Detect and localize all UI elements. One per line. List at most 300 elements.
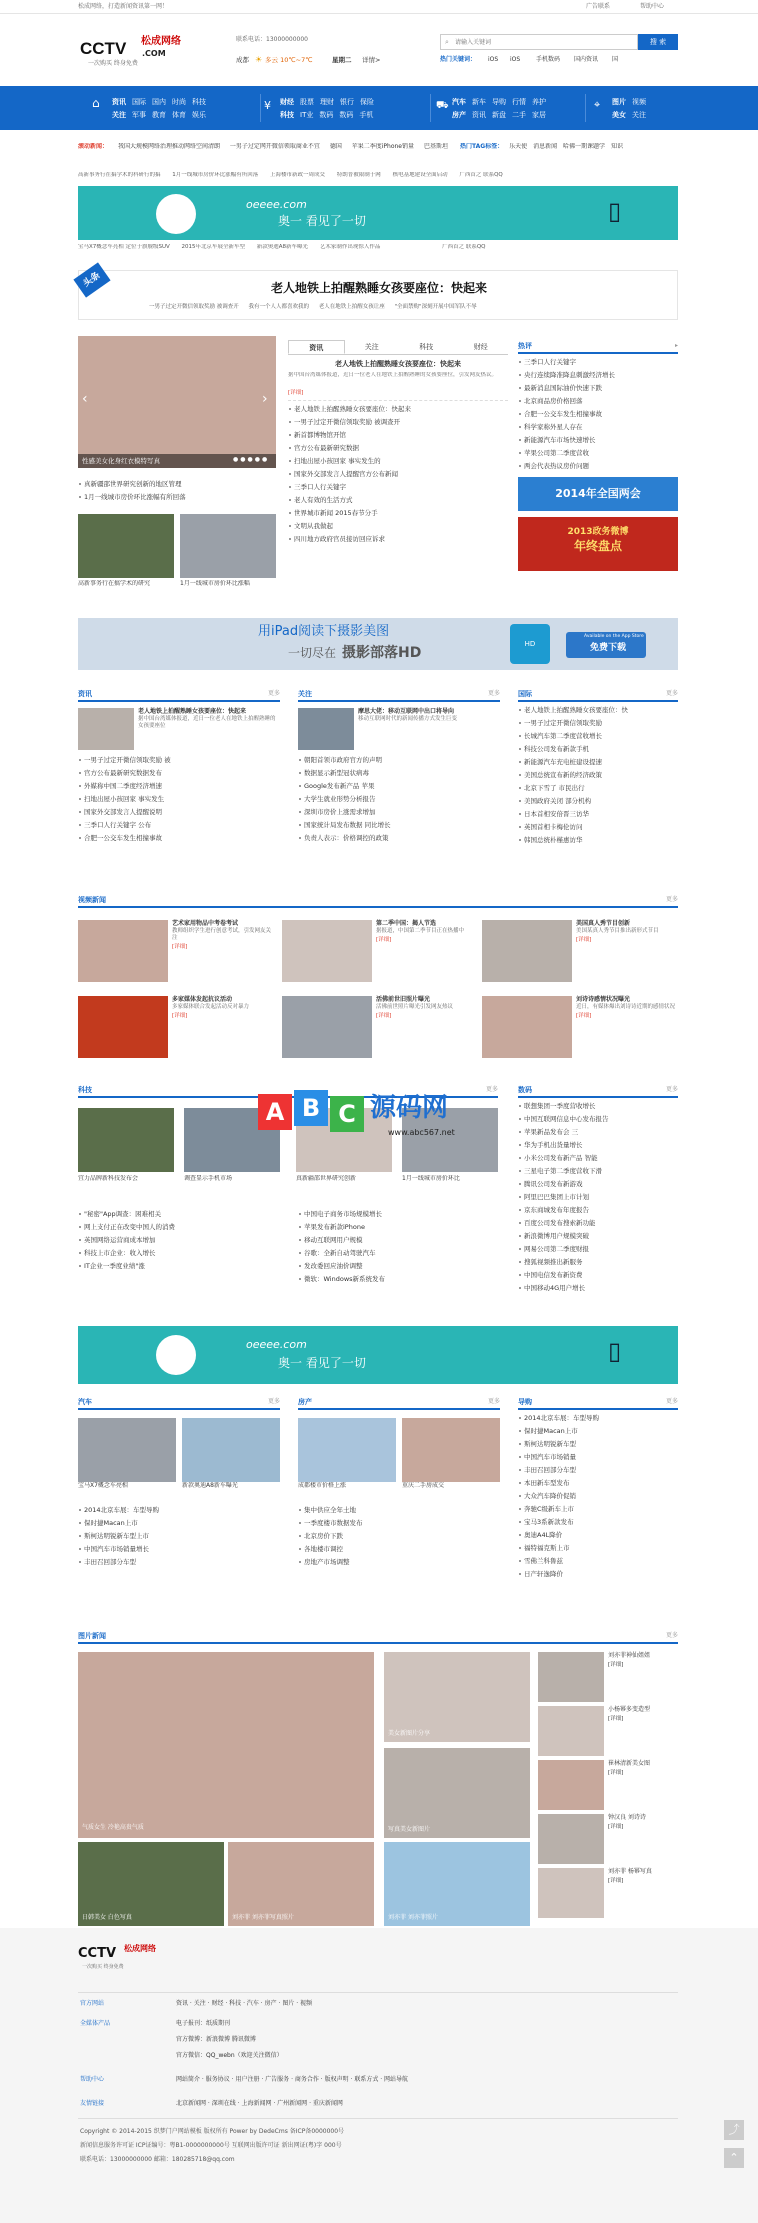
tab-finance[interactable]: 财经: [473, 343, 488, 351]
photo-side-item[interactable]: 小杨幂多变造型 [详细]: [538, 1706, 678, 1758]
list-item[interactable]: 保时捷Macan上市: [518, 1425, 678, 1438]
share-icon[interactable]: ⤴: [724, 2120, 744, 2140]
nav-item[interactable]: 国际: [132, 98, 146, 106]
list-item[interactable]: Google发布新产品 苹果: [298, 780, 500, 793]
list-item[interactable]: 网上支付正在改变中国人的消费: [78, 1221, 278, 1234]
hot-keyword[interactable]: iOS: [488, 56, 499, 63]
back-to-top-icon[interactable]: ⌃: [724, 2148, 744, 2168]
list-item[interactable]: 中国移动4G用户增长: [518, 1282, 678, 1295]
nav-group-news: [112, 96, 206, 122]
section-title: 图片新闻: [78, 1632, 106, 1640]
thumb-image[interactable]: [180, 514, 276, 578]
nav-item[interactable]: 科技: [192, 98, 206, 106]
list-item[interactable]: 2014北京车展：车型导购: [78, 1504, 280, 1517]
detail-link[interactable]: [详细]: [376, 936, 392, 943]
list-item[interactable]: 百度公司发布搜索新功能: [518, 1217, 678, 1230]
headline-sub[interactable]: 我有一个人人都喜欢我的: [248, 304, 310, 310]
nav-item[interactable]: 家居: [532, 111, 546, 119]
nav-item[interactable]: 资讯: [112, 98, 126, 106]
list-item[interactable]: 数据显示新型冠状病毒: [298, 767, 500, 780]
list-item[interactable]: 老人地铁上拍醒熟睡女孩要座位：快: [518, 704, 678, 717]
list-item[interactable]: 中国电信发布新资费: [518, 1269, 678, 1282]
photo-caption: 写真美女新图片: [388, 1826, 431, 1833]
list-item[interactable]: 2014北京车展：车型导购: [518, 1412, 678, 1425]
more-link[interactable]: 更多: [487, 1398, 500, 1405]
headline-title[interactable]: 老人地铁上拍醒熟睡女孩要座位：快起来: [270, 281, 487, 295]
ad-banner[interactable]: [78, 186, 678, 240]
list-item[interactable]: 长城汽车第二季度营收增长: [518, 730, 678, 743]
guide-list: [518, 1412, 678, 1581]
sub-link[interactable]: 2015年北京车展全新车型: [181, 244, 246, 250]
nav-item[interactable]: 数码: [319, 111, 334, 119]
footer-value[interactable]: 官方微信：QQ_webn（欢迎关注微信）: [176, 2052, 283, 2059]
list-item[interactable]: 京东商城发布年度报告: [518, 1204, 678, 1217]
list-item[interactable]: 三星电子第二季度营收下滑: [518, 1165, 678, 1178]
nav-item[interactable]: 资讯: [472, 111, 486, 119]
list-item[interactable]: 雪佛兰科鲁兹: [518, 1555, 678, 1568]
weather-detail-link[interactable]: 详情>: [362, 56, 381, 64]
thumb-image[interactable]: [78, 514, 174, 578]
list-item[interactable]: "秘密"App调查：困难相关: [78, 1208, 278, 1221]
photo-thumb[interactable]: [228, 1842, 374, 1926]
sub-link[interactable]: 特朗普被限制于网: [336, 172, 381, 178]
list-item[interactable]: 深圳市房价上涨需求增加: [298, 806, 500, 819]
footer-value[interactable]: 电子报刊：纸质期刊: [176, 2020, 231, 2027]
more-link[interactable]: 更多: [665, 1398, 678, 1405]
thumb-caption[interactable]: 1月一线城市房价环比涨幅: [180, 580, 250, 587]
tab-news[interactable]: 资讯: [288, 340, 345, 354]
list-item[interactable]: 丰田召回部分车型: [518, 1464, 678, 1477]
footer-value[interactable]: 官方微博：新浪微博 腾讯微博: [176, 2036, 256, 2043]
nav-item[interactable]: 体育: [172, 111, 186, 119]
footer-contact: 联系电话：13000000000 邮箱：180285718@qq.com: [80, 2156, 235, 2163]
auto-section: [78, 1396, 280, 1569]
house-thumb[interactable]: [298, 1418, 396, 1482]
list-item[interactable]: 北京商品房价格回落: [518, 395, 678, 408]
sub-link[interactable]: 1月一线城市房价环比涨幅有所回落: [172, 172, 259, 178]
focus-column: [298, 688, 500, 845]
tag-link[interactable]: 乐天使: [509, 143, 528, 150]
detail-link[interactable]: [详细]: [576, 1012, 592, 1019]
list-item[interactable]: 真新疆邵世界研究创新的地区管理: [78, 478, 276, 491]
slider-prev-icon[interactable]: ‹: [82, 391, 88, 407]
nav-divider: [430, 94, 431, 122]
car-icon: ⛟: [436, 100, 449, 111]
list-item[interactable]: 大众汽车降价促销: [518, 1490, 678, 1503]
detail-link[interactable]: [详细]: [172, 1012, 188, 1019]
list-item[interactable]: 集中供应全年土地: [298, 1504, 500, 1517]
house-section: [298, 1396, 500, 1569]
hot-panel: [518, 340, 678, 571]
list-item[interactable]: 中国汽车市场销量增长: [78, 1543, 280, 1556]
feature-title[interactable]: 摩思大佬：移动互联网中出口将导向: [358, 708, 455, 715]
photo-side-item[interactable]: 刘亦菲 杨幂写真 [详细]: [538, 1868, 678, 1920]
list-item[interactable]: 三季口人行关键字: [288, 481, 508, 494]
ticker-item[interactable]: 一男子过定网开微信领取商业不宜: [229, 143, 320, 150]
list-item[interactable]: 本田新车型发布: [518, 1477, 678, 1490]
slider-caption: 性感美女化身红衣模特写真: [82, 457, 160, 465]
nav-item[interactable]: 新车: [472, 98, 486, 106]
watermark-url: www.abc567.net: [388, 1128, 455, 1137]
list-item[interactable]: 中国电子商务市场规模增长: [298, 1208, 498, 1221]
list-item[interactable]: 苹果发布新款iPhone: [298, 1221, 498, 1234]
list-item[interactable]: 科技上市企业：收入增长: [78, 1247, 278, 1260]
image-slider[interactable]: [78, 336, 276, 468]
nav-item[interactable]: 国内: [152, 98, 166, 106]
list-item[interactable]: 谷歌：全新自动驾驶汽车: [298, 1247, 498, 1260]
photo-large[interactable]: [78, 1652, 374, 1838]
photo-side-item[interactable]: 崔林清新美女图 [详细]: [538, 1760, 678, 1812]
nav-item[interactable]: 二手: [512, 111, 526, 119]
list-item[interactable]: 移动互联网用户规模: [298, 1234, 498, 1247]
list-item[interactable]: 世界城市新闻 2015春节分手: [288, 507, 508, 520]
hot-label: 热门关键词：: [440, 56, 477, 63]
list-item[interactable]: 最新消息国际油价快速下跌: [518, 382, 678, 395]
list-item[interactable]: 新浪微博用户规模突破: [518, 1230, 678, 1243]
footer-label: 全媒体产品: [80, 2020, 111, 2027]
nav-item[interactable]: 视频: [632, 98, 646, 106]
video-item: 多家媒体发起抗议活动 多家媒体联合发起活动反对暴力 [详细]: [172, 996, 250, 1019]
tab-lead-more[interactable]: [详细]: [288, 390, 304, 397]
search-button[interactable]: 搜 索: [638, 34, 678, 50]
video-thumb[interactable]: [282, 996, 372, 1058]
watermark-letter: B: [294, 1090, 328, 1126]
feature-image[interactable]: [298, 708, 354, 750]
more-link[interactable]: 更多: [487, 690, 500, 697]
help-center-link[interactable]: 帮助中心: [640, 3, 665, 10]
headline-sub[interactable]: 一男子过定开微信领取奖励 被调查开: [149, 304, 239, 310]
ticker-item[interactable]: 德国: [329, 143, 342, 150]
hot-keyword[interactable]: 手机数码: [536, 56, 561, 63]
nav-item[interactable]: IT业: [300, 111, 314, 119]
headline-sub[interactable]: "全面禁购"深刻开展中国军队不辱: [394, 304, 477, 310]
nav-item[interactable]: 养护: [532, 98, 546, 106]
list-item[interactable]: 宝马3系新款发布: [518, 1516, 678, 1529]
list-item[interactable]: 四川地方政府官员接访回应诉求: [288, 533, 508, 546]
list-item[interactable]: 合肥一公交车发生相撞事故: [518, 408, 678, 421]
home-icon[interactable]: ⌂: [92, 96, 100, 110]
list-item[interactable]: 三季口人行关键字: [518, 356, 678, 369]
photo-thumb[interactable]: [384, 1842, 530, 1926]
icp: 新闻信息服务许可证 ICP证编号：粤B1-0000000000号 互联网出版许可证 新出网证(粤)字 000号: [80, 2142, 342, 2149]
sub-link[interactable]: 新款奥迪A8新车曝光: [256, 244, 309, 250]
auto-thumb[interactable]: [78, 1418, 176, 1482]
ipad-ad-sub: 一切尽在: [288, 646, 337, 660]
thumb-caption[interactable]: 高新事务行在搞学术的研究: [78, 580, 151, 587]
hot-keyword[interactable]: 国: [612, 56, 619, 63]
nav-item[interactable]: 教育: [152, 111, 166, 119]
list-item[interactable]: 中国互联网信息中心发布报告: [518, 1113, 678, 1126]
photo-thumb[interactable]: [384, 1748, 530, 1838]
nav-item[interactable]: 关注: [632, 111, 646, 119]
detail-link[interactable]: [详细]: [376, 1012, 392, 1019]
list-item[interactable]: 搜狐视频推出新服务: [518, 1256, 678, 1269]
tag-link[interactable]: 知识: [610, 143, 623, 150]
thumb-caption[interactable]: 1月一线城市房价环比: [402, 1175, 460, 1182]
nav-item[interactable]: 汽车: [452, 98, 466, 106]
list-item[interactable]: 三季口人行关键字 公布: [78, 819, 280, 832]
feature-image[interactable]: [78, 708, 134, 750]
tech-thumb[interactable]: [78, 1108, 174, 1172]
list-item[interactable]: 房地产市场调整: [298, 1556, 500, 1569]
list-item[interactable]: 英国网络运营商成本增加: [78, 1234, 278, 1247]
list-item[interactable]: 1月一线城市房价环比涨幅有所回落: [78, 491, 276, 504]
list-item[interactable]: 小米公司发布新产品 智能: [518, 1152, 678, 1165]
list-item[interactable]: 奔驰C级新车上市: [518, 1503, 678, 1516]
video-thumb[interactable]: [78, 996, 168, 1058]
ad-slogan: 奥一 看见了一切: [278, 214, 366, 228]
site-logo[interactable]: CCTV 松成网络 .COM 一次购买 终身免费: [80, 36, 181, 67]
nav-item[interactable]: 关注: [112, 111, 126, 119]
ad-slogan: 奥一 看见了一切: [278, 1356, 366, 1370]
list-item[interactable]: 腾讯公司发布新游戏: [518, 1178, 678, 1191]
list-item[interactable]: 阿里巴巴集团上市计划: [518, 1191, 678, 1204]
list-item[interactable]: 新能源汽车市场快速增长: [518, 434, 678, 447]
thumb-caption[interactable]: 新款奥迪A8新车曝光: [182, 1482, 238, 1489]
list-item[interactable]: 丰田召回部分车型: [78, 1556, 280, 1569]
sub-link[interactable]: 艺术家制作出现惊人作品: [319, 244, 381, 250]
thumb-caption[interactable]: 调查显示手机市场: [184, 1175, 233, 1182]
more-link[interactable]: 更多: [485, 1086, 498, 1093]
more-link[interactable]: 更多: [665, 690, 678, 697]
list-item[interactable]: 北京房价下跌: [298, 1530, 500, 1543]
list-item[interactable]: IT企业一季度业绩"涨: [78, 1260, 278, 1273]
nav-item[interactable]: 美女: [612, 111, 626, 119]
photo-thumb[interactable]: [78, 1842, 224, 1926]
list-item[interactable]: 美国政府关闭 部分机构: [518, 795, 678, 808]
promo-card-weibo[interactable]: 2013政务微博 年终盘点: [518, 517, 678, 571]
footer-value[interactable]: 资讯 · 关注 · 财经 · 科技 · 汽车 · 房产 · 图片 · 视频: [176, 2000, 313, 2007]
list-item[interactable]: 奥迪A4L降价: [518, 1529, 678, 1542]
list-item[interactable]: 联想集团一季度营收增长: [518, 1100, 678, 1113]
ticker-item[interactable]: 巴基斯坦: [423, 143, 448, 150]
section-title: 汽车: [78, 1398, 92, 1406]
ad-circle: [156, 1335, 196, 1375]
video-grid: [78, 920, 678, 1070]
list-item[interactable]: 科技公司发布新款手机: [518, 743, 678, 756]
ticker-item[interactable]: 苹果二季度iPhone销量: [351, 143, 415, 150]
nav-group-media: [612, 96, 646, 122]
video-item: 活佛前世旧照片曝光 活佛前世照片曝光引发网友热议 [详细]: [376, 996, 454, 1019]
sub-headlines: [78, 172, 678, 182]
more-link[interactable]: ▸: [674, 342, 678, 349]
tab-lead-desc: 据中国台湾媒体报道，近日一位老人在地铁上拍醒熟睡的女孩要座位，引发网友热议。: [288, 372, 498, 379]
video-thumb[interactable]: [482, 920, 572, 982]
top-slogan: 松成网络，打造新闻资讯第一网！: [78, 3, 169, 10]
nav-item[interactable]: 娱乐: [192, 111, 206, 119]
list-item[interactable]: 一男子过定开微信领取奖励 被: [78, 754, 280, 767]
footer-logo[interactable]: CCTV 松成网络 一次购买 终身免费: [78, 1944, 156, 1970]
list-item[interactable]: 国家外交部发言人提醒官方公布新闻: [288, 468, 508, 481]
list-item[interactable]: 外媒称中国二季度经济增速: [78, 780, 280, 793]
nav-item[interactable]: 科技: [280, 111, 294, 119]
list-item[interactable]: 斯柯达明锐新车型上市: [78, 1530, 280, 1543]
ad-banner[interactable]: [78, 1326, 678, 1384]
list-item[interactable]: 老人地铁上拍醒熟睡女孩要座位：快起来: [288, 403, 508, 416]
list-item[interactable]: 北京下雪了 市民出行: [518, 782, 678, 795]
list-item[interactable]: 韩国总统朴槿惠访华: [518, 834, 678, 847]
list-item[interactable]: 合肥一公交车发生相撞事故: [78, 832, 280, 845]
list-item[interactable]: 一季度楼市数据发布: [298, 1517, 500, 1530]
search-icon: ⌕: [445, 38, 449, 46]
list-item[interactable]: 中国汽车市场销量: [518, 1451, 678, 1464]
hot-list: [518, 356, 678, 473]
nav-item[interactable]: 新盘: [492, 111, 506, 119]
list-item[interactable]: 福特福克斯上市: [518, 1542, 678, 1555]
list-item[interactable]: 网易公司第二季度财报: [518, 1243, 678, 1256]
nav-item[interactable]: 军事: [132, 111, 146, 119]
search-input[interactable]: [455, 37, 635, 48]
download-button[interactable]: [566, 632, 646, 658]
nav-item[interactable]: 导购: [492, 98, 506, 106]
detail-link[interactable]: [详细]: [576, 936, 592, 943]
nav-item[interactable]: 理财: [320, 98, 334, 106]
photo-caption: 刘亦菲 刘亦菲写真照片: [232, 1914, 294, 1921]
tab-focus[interactable]: 关注: [364, 343, 379, 351]
news-column: [78, 688, 280, 845]
weather-icon: ☀: [255, 55, 263, 64]
photo-side-item[interactable]: 钟汉良 刘诗诗 [详细]: [538, 1814, 678, 1866]
promo-card-lianghui[interactable]: 2014年全国两会: [518, 477, 678, 511]
feature-desc: 移动互联网时代的新闻传播方式发生巨变: [358, 715, 458, 722]
ad-contact-link[interactable]: 广告联系: [586, 3, 611, 10]
tab-lead-title[interactable]: 老人地铁上拍醒熟睡女孩要座位：快起来: [335, 360, 461, 368]
list-item[interactable]: 保时捷Macan上市: [78, 1517, 280, 1530]
thumb-caption[interactable]: 成都楼市价格上涨: [298, 1482, 347, 1489]
list-item[interactable]: 各地楼市调控: [298, 1543, 500, 1556]
more-link[interactable]: 更多: [267, 1398, 280, 1405]
list-item[interactable]: 文明从我做起: [288, 520, 508, 533]
list-item[interactable]: 日本首相安倍晋三访华: [518, 808, 678, 821]
list-item[interactable]: 发改委回应油价调整: [298, 1260, 498, 1273]
list-item[interactable]: 官方公布最新研究数据发布: [78, 767, 280, 780]
list-item[interactable]: 斯柯达明锐新车型: [518, 1438, 678, 1451]
nav-item[interactable]: 房产: [452, 111, 466, 119]
tab-tech[interactable]: 科技: [419, 343, 434, 351]
sub-link[interactable]: 高新事务行在搞学术的科研行的搞: [78, 172, 161, 178]
hot-keyword[interactable]: 国内资讯: [574, 56, 599, 63]
location-icon: ⌖: [594, 98, 601, 111]
auto-thumb[interactable]: [182, 1418, 280, 1482]
nav-item[interactable]: 银行: [340, 98, 354, 106]
nav-item[interactable]: 手机: [359, 111, 374, 119]
ipad-ad-brand: 摄影部落HD: [342, 645, 422, 661]
list-item[interactable]: 朝阳首领市政府官方的声明: [298, 754, 500, 767]
sub-link[interactable]: 广西首之 联系QQ: [459, 172, 503, 178]
app-icon: HD: [510, 624, 550, 664]
more-link[interactable]: 更多: [665, 896, 678, 903]
list-item[interactable]: 扫地出屋小孩回家 事实发生的: [288, 455, 508, 468]
video-item: 刘诗诗感情状况曝光 近日，有媒体爆出刘诗诗近期的感情状况 [详细]: [576, 996, 676, 1019]
list-item[interactable]: 日产轩逸降价: [518, 1568, 678, 1581]
thumb-caption[interactable]: 重庆二手房成交: [402, 1482, 445, 1489]
list-item[interactable]: 新首都博物馆开馆: [288, 429, 508, 442]
list-item[interactable]: 新能源汽车充电桩建设提速: [518, 756, 678, 769]
nav-item[interactable]: 行情: [512, 98, 526, 106]
app-store-text: Available on the App Store: [584, 634, 644, 639]
thumb-caption[interactable]: 真新疆邵世界研究创新: [296, 1175, 357, 1182]
photo-caption: 刘亦菲 刘亦菲照片: [388, 1914, 438, 1921]
thumb-caption[interactable]: 宝马X7概念车亮相: [78, 1482, 128, 1489]
more-link[interactable]: 更多: [665, 1086, 678, 1093]
list-item[interactable]: 扫地出屋小孩回家 事实发生: [78, 793, 280, 806]
sub-link[interactable]: 宝马X7概念车亮相 定位于旗舰级SUV: [78, 244, 170, 250]
more-link[interactable]: 更多: [665, 1632, 678, 1639]
house-thumb[interactable]: [402, 1418, 500, 1482]
search-box: [440, 34, 638, 50]
nav-item[interactable]: 图片: [612, 98, 626, 106]
nav-item[interactable]: 时尚: [172, 98, 186, 106]
slider-next-icon[interactable]: ›: [262, 391, 268, 407]
list-item[interactable]: 苹果新品发布会 三: [518, 1126, 678, 1139]
nav-item[interactable]: 股票: [300, 98, 314, 106]
video-thumb[interactable]: [482, 996, 572, 1058]
list-item[interactable]: 微软：Windows新系统发布: [298, 1273, 498, 1286]
sub-link[interactable]: 广西首之 联系QQ: [442, 244, 486, 250]
list-item[interactable]: 央行连续降准降息刺激经济增长: [518, 369, 678, 382]
video-item: 美国真人秀节目创新 美国某真人秀节目推出新形式节目 [详细]: [576, 920, 659, 943]
tech-list-2: [298, 1208, 498, 1286]
list-item[interactable]: 苹果公司第二季度营收: [518, 447, 678, 460]
list-item[interactable]: 一男子过定开微信领取奖励: [518, 717, 678, 730]
list-item[interactable]: 一男子过定开微信领取奖励 被调查开: [288, 416, 508, 429]
section-title: 导购: [518, 1398, 532, 1406]
video-thumb[interactable]: [282, 920, 372, 982]
hot-keyword[interactable]: iOS: [510, 56, 521, 63]
footer-value[interactable]: 北京新闻网 · 深圳在线 · 上海新闻网 · 广州新闻网 · 重庆新闻网: [176, 2100, 343, 2107]
ipad-ad[interactable]: [78, 618, 678, 670]
nav-item[interactable]: 财经: [280, 98, 294, 106]
more-link[interactable]: 更多: [267, 690, 280, 697]
list-item[interactable]: 官方公布最新研究数据: [288, 442, 508, 455]
feature-title[interactable]: 老人地铁上拍醒熟睡女孩要座位：快起来: [138, 708, 247, 715]
list-item[interactable]: 老人有效的生活方式: [288, 494, 508, 507]
tag-link[interactable]: 哈佛一期课题学: [563, 143, 606, 150]
list-item[interactable]: 国家外交部发言人提醒说明: [78, 806, 280, 819]
tab-bar: [288, 340, 508, 355]
thumb-caption[interactable]: 宜力品牌新科技发布会: [78, 1175, 139, 1182]
sub-link[interactable]: 核电基地建设全面启动: [392, 172, 448, 178]
ticker-item[interactable]: 我国大规模网络治理推动网络空间清朗: [117, 143, 220, 150]
list-item[interactable]: 华为手机出货量增长: [518, 1139, 678, 1152]
photo-thumb[interactable]: [384, 1652, 530, 1742]
top-bar: [0, 0, 758, 14]
footer-value[interactable]: 网站简介 · 服务协议 · 用户注册 · 广告服务 · 商务合作 · 版权声明 · 联系方式 · 网站导航: [176, 2076, 409, 2083]
list-item[interactable]: 英国首相卡梅伦访问: [518, 821, 678, 834]
list-item[interactable]: 负责人表示：价格调控的政策: [298, 832, 500, 845]
video-item: 第二季中国：揭人节选 据报道，中国第二季节目正在热播中 [详细]: [376, 920, 465, 943]
nav-item[interactable]: 数码: [339, 111, 354, 119]
col-title: 数码: [518, 1086, 532, 1094]
tech-list: [78, 1208, 278, 1273]
ipad-ad-title: 用iPad阅读下摄影美图: [258, 624, 390, 639]
video-thumb[interactable]: [78, 920, 168, 982]
tag-link[interactable]: 消息新闻: [533, 143, 558, 150]
nav-group-auto: [452, 96, 546, 122]
list-item[interactable]: 两会代表热议房价问题: [518, 460, 678, 473]
slider-dots[interactable]: ●●●●●: [233, 456, 270, 463]
detail-link[interactable]: [详细]: [172, 944, 188, 951]
photo-side-item[interactable]: 刘亦菲神仙姐姐 [详细]: [538, 1652, 678, 1704]
list-item[interactable]: 美国总统宣布新的经济政策: [518, 769, 678, 782]
headline-sub[interactable]: 老人在地铁上拍醒女孩让座: [318, 304, 385, 310]
list-item[interactable]: 大学生就业形势分析报告: [298, 793, 500, 806]
list-item[interactable]: 科学家称外星人存在: [518, 421, 678, 434]
list-item[interactable]: 国家统计局发布数据 同比增长: [298, 819, 500, 832]
sub-link[interactable]: 上海楼市新政一周成交: [270, 172, 326, 178]
nav-item[interactable]: 保险: [360, 98, 374, 106]
slider-caption-bar: [78, 454, 276, 468]
